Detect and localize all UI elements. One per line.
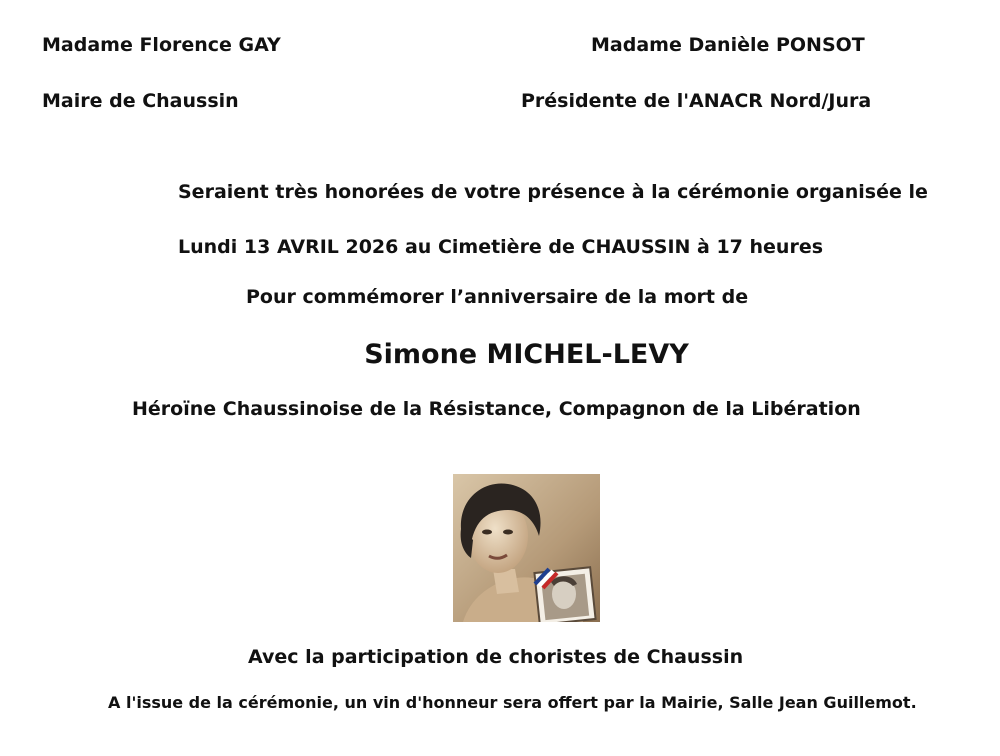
participation-line: Avec la participation de choristes de Chaussin xyxy=(248,646,744,668)
host-2-name: Madame Danièle PONSOT xyxy=(591,34,865,56)
honoree-description: Héroïne Chaussinoise de la Résistance, Compagnon de la Libération xyxy=(132,398,861,420)
portrait-photo xyxy=(453,474,600,622)
honoree-name: Simone MICHEL-LEVY xyxy=(364,339,689,370)
event-date-location: Lundi 13 AVRIL 2026 au Cimetière de CHAUSSIN à 17 heures xyxy=(178,236,824,258)
reception-note: A l'issue de la cérémonie, un vin d'honneur sera offert par la Mairie, Salle Jean Guillemot. xyxy=(108,693,917,712)
host-1-name: Madame Florence GAY xyxy=(42,34,281,56)
host-1-role: Maire de Chaussin xyxy=(42,90,239,112)
portrait-illustration xyxy=(453,474,600,622)
commemoration-line: Pour commémorer l’anniversaire de la mort de xyxy=(246,286,749,308)
invitation-line: Seraient très honorées de votre présence à la cérémonie organisée le xyxy=(178,181,928,203)
host-2-role: Présidente de l'ANACR Nord/Jura xyxy=(521,90,872,112)
